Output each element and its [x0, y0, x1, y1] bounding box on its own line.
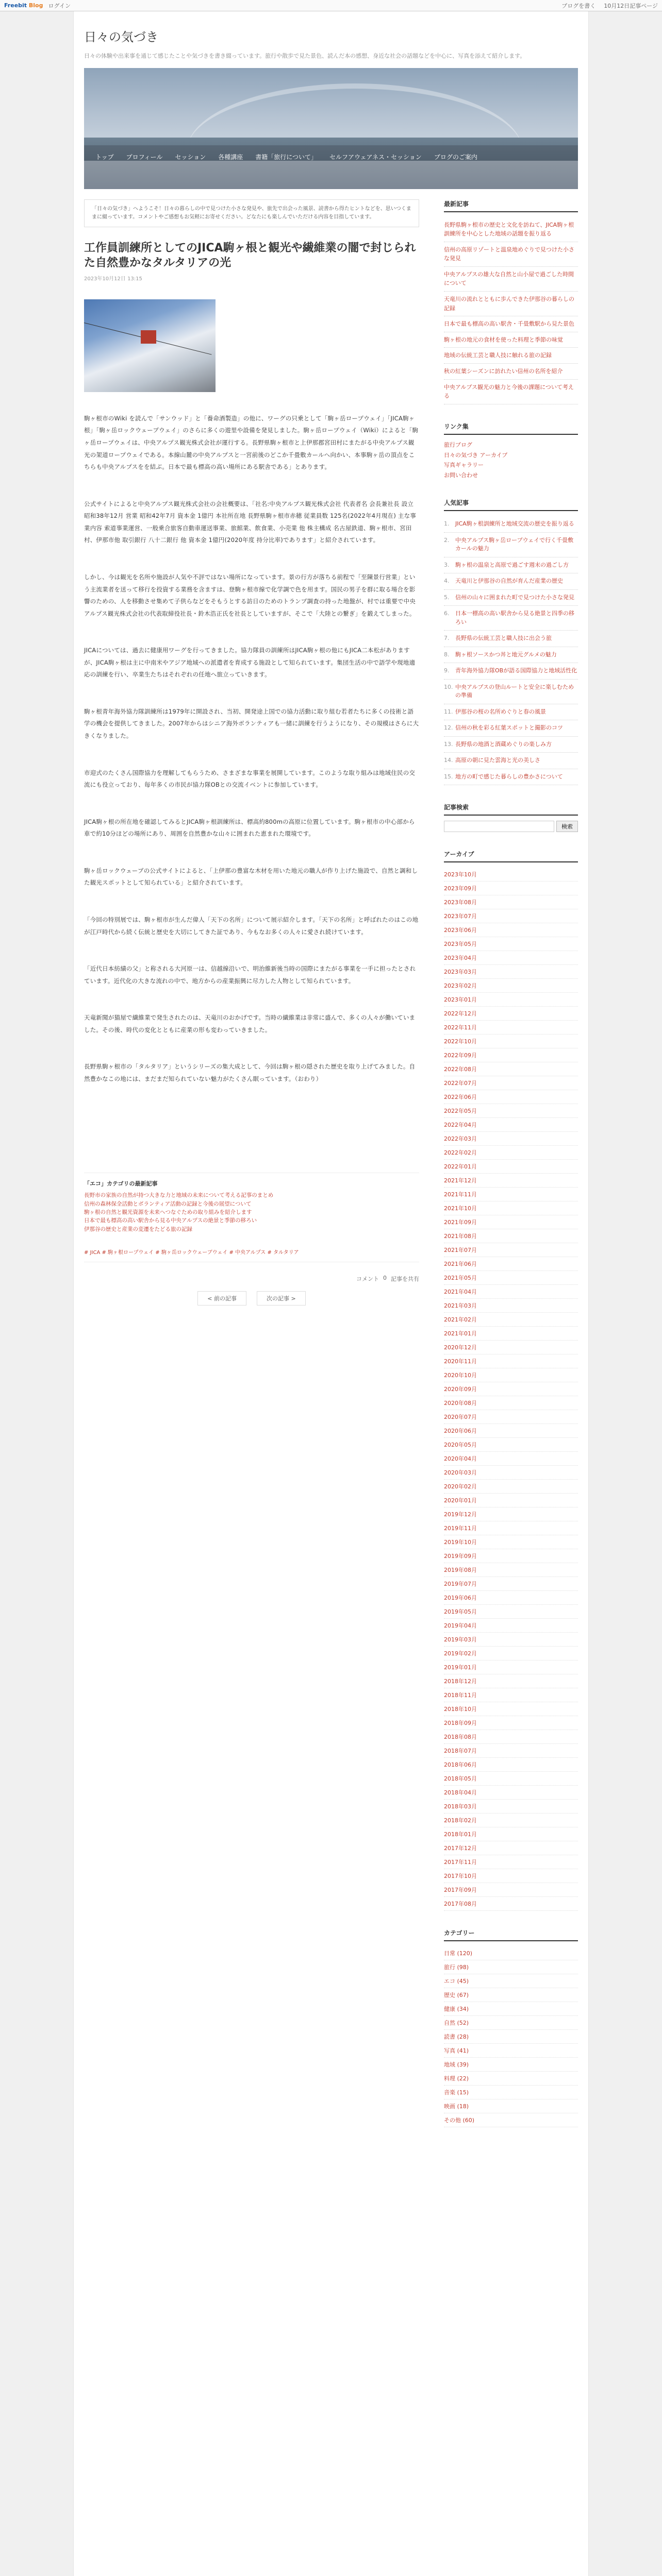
ranking-item[interactable] — [444, 573, 578, 590]
welcome-notice: 「日々の気づき」へようこそ！日々の暮らしの中で見つけた小さな発見や、旅先で出会った風景、読書から得たヒントなどを、思いつくままに綴っています。コメントやご感想もお気軽にお寄せください。どなたにも楽しんでいただける内容を目指しています。 — [84, 199, 419, 227]
ranking-item[interactable] — [444, 663, 578, 680]
post-paragraph: 駒ヶ根青年海外協力隊訓練所は1979年に開設され、当初、開発途上国での協力活動に取り組む若者たちに多くの技術と語学の機会を提供してきました。2007年からはシニア海外ボランティアも一緒に訓練を行うようになり、その規模はさらに大きくなりました。 — [84, 707, 419, 739]
archive-link[interactable]: 2021年01月 — [444, 1327, 578, 1341]
archive-link[interactable]: 2020年04月 — [444, 1452, 578, 1466]
archive-link[interactable]: 2021年05月 — [444, 1271, 578, 1285]
archive-link[interactable]: 2021年08月 — [444, 1229, 578, 1243]
nav-item[interactable]: ブログのご案内 — [434, 153, 477, 161]
ranking-title: 人気記事 — [444, 498, 578, 511]
related-posts — [84, 1173, 419, 1239]
ranking-number: 8. — [444, 651, 450, 658]
latest-post-link[interactable]: 中央アルプスの雄大な自然と山小屋で過ごした時間について — [444, 267, 578, 292]
ranking-number: 10. — [444, 683, 453, 690]
brand-logo[interactable]: Freebit Blog — [4, 2, 43, 9]
post-title[interactable]: 工作員訓練所としてのJICA駒ヶ根と観光や繊維業の闇で封じられた自然豊かなタルタリアの光 — [84, 241, 416, 270]
post-paragraph: 天竜新聞が猫屋で繊維業で発生されたのは、天竜川のおかげです。当時の繊維業は非常に盛んで、多くの人々が働いていました。その後、時代の変化とともに産業の形も変わっていきました。 — [84, 1014, 416, 1033]
archive-link[interactable]: 2017年12月 — [444, 1841, 578, 1855]
archive-link[interactable]: 2023年06月 — [444, 923, 578, 937]
archive-link[interactable]: 2021年07月 — [444, 1243, 578, 1257]
ranking-item[interactable] — [444, 753, 578, 769]
archive-link[interactable]: 2022年03月 — [444, 1132, 578, 1146]
links-box — [444, 422, 578, 481]
archive-link[interactable]: 2022年01月 — [444, 1160, 578, 1174]
ranking-item[interactable] — [444, 680, 578, 704]
main-column — [84, 199, 419, 2145]
archive-link[interactable]: 2019年12月 — [444, 1507, 578, 1521]
login-link[interactable]: ログイン — [48, 2, 71, 9]
blog-header — [74, 27, 588, 61]
latest-post-link[interactable]: 秋の紅葉シーズンに訪れたい信州の名所を紹介 — [444, 364, 578, 380]
archive-link[interactable]: 2020年11月 — [444, 1354, 578, 1368]
archive-link[interactable]: 2022年11月 — [444, 1021, 578, 1035]
category-link[interactable]: 映画 (18) — [444, 2099, 578, 2113]
ranking-number: 6. — [444, 610, 450, 617]
nav-item[interactable]: 各種講座 — [218, 153, 243, 161]
archive-link[interactable]: 2018年03月 — [444, 1800, 578, 1814]
ranking-title-link[interactable]: 高原の朝に見た雲海と光の美しさ — [455, 757, 540, 764]
post-paragraph: 長野県駒ヶ根市の「タルタリア」というシリーズの集大成として、今回は駒ヶ根の隠された歴史を取り上げてみました。自然豊かなこの地には、まだまだ知られていない魅力がたくさん眠っています。（おわり） — [84, 1063, 416, 1082]
archive-link[interactable]: 2020年10月 — [444, 1368, 578, 1382]
archive-link[interactable]: 2019年02月 — [444, 1647, 578, 1660]
ranking-number: 1. — [444, 520, 450, 527]
archive-link[interactable]: 2023年05月 — [444, 937, 578, 951]
archive-link[interactable]: 2020年02月 — [444, 1480, 578, 1494]
archive-link[interactable]: 2020年06月 — [444, 1424, 578, 1438]
archive-link[interactable]: 2019年10月 — [444, 1535, 578, 1549]
archive-link[interactable]: 2023年07月 — [444, 909, 578, 923]
ranking-number: 2. — [444, 536, 450, 544]
archive-link[interactable]: 2018年04月 — [444, 1786, 578, 1800]
ranking-number: 11. — [444, 708, 453, 715]
category-link[interactable]: エコ (45) — [444, 1974, 578, 1988]
ranking-title-link[interactable]: 地方の町で感じた暮らしの豊かさについて — [455, 773, 563, 780]
related-title: 「エコ」カテゴリの最新記事 — [84, 1180, 158, 1188]
ranking-title-link[interactable]: 信州の山々に囲まれた町で見つけた小さな発見 — [455, 594, 574, 601]
category-title: カテゴリー — [444, 1928, 578, 1941]
comment-count: 0 — [383, 1274, 387, 1281]
ranking-item[interactable] — [444, 704, 578, 721]
related-post-link[interactable]: 信州の森林保全活動とボランティア活動の記録と今後の展望について — [84, 1200, 252, 1207]
archive-link[interactable]: 2018年11月 — [444, 1688, 578, 1702]
search-button[interactable]: 検索 — [556, 821, 578, 832]
archive-link[interactable]: 2023年08月 — [444, 895, 578, 909]
ranking-item[interactable] — [444, 720, 578, 737]
prev-post-button[interactable]: < 前の記事 — [197, 1291, 246, 1306]
archive-link[interactable]: 2017年09月 — [444, 1883, 578, 1897]
archive-link[interactable]: 2018年07月 — [444, 1744, 578, 1758]
post-paragraph: JICAについては、過去に健康用ワーグを行ってきました。協力隊員の訓練所はJICA駒ヶ根の他にもJICA二本松がありますが、JICA駒ヶ根は主に中南米やアジア地域への派遣者を育成する施設として知られています。集団生活の中で語学や現地適応の訓練を行い、卒業生たちはそれぞれの任地へ旅立っていきます。 — [84, 647, 416, 679]
archive-link[interactable]: 2022年12月 — [444, 1007, 578, 1021]
top-bar — [0, 0, 662, 11]
latest-posts — [444, 199, 578, 404]
ranking-title-link[interactable]: 伊那谷の桜の名所めぐりと春の風景 — [455, 708, 546, 715]
archive-link[interactable]: 2022年09月 — [444, 1048, 578, 1062]
archive-link[interactable]: 2018年08月 — [444, 1730, 578, 1744]
next-post-button[interactable]: 次の記事 > — [257, 1291, 306, 1306]
related-post-link[interactable]: 長野市の家族の自然が持つ大きな力と地域の未来について考える記事のまとめ — [84, 1192, 274, 1199]
archive-link[interactable]: 2019年09月 — [444, 1549, 578, 1563]
archive-box — [444, 850, 578, 1911]
archive-link[interactable]: 2019年08月 — [444, 1563, 578, 1577]
archive-link[interactable]: 2020年07月 — [444, 1410, 578, 1424]
ranking-box — [444, 498, 578, 785]
ranking-item[interactable] — [444, 769, 578, 786]
search-box — [444, 803, 578, 832]
archive-link[interactable]: 2017年11月 — [444, 1855, 578, 1869]
archive-link[interactable]: 2021年04月 — [444, 1285, 578, 1299]
archive-link[interactable]: 2018年12月 — [444, 1674, 578, 1688]
header-banner — [84, 68, 578, 189]
latest-post-link[interactable]: 地域の伝統工芸と職人技に触れる旅の記録 — [444, 348, 578, 364]
topbar-notice[interactable]: 10月12日記事ページ — [604, 2, 658, 9]
post-paragraph: 公式サイトによると中央アルプス観光株式会社の会社概要は、「社名:中央アルプス観光株式会社 代表者名 会長兼社長 設立 昭和38年12月 営業 昭和42年7月 資本金 1億円 本社所在地 長野県駒ヶ根市赤穂 従業員数 125名(2022年4月現在) 主な事業内容 索道事業運営、一般乗合旅客自動車運送事業、旅館業、飲食業、小売業 他 株主構成 名古屋鉄道、駒ヶ根市、宮田村、伊那市他 取引銀行 八十二銀行 他 資本金 1億円(2020年度 持分比率)であります」と紹介されています。 — [84, 500, 417, 544]
archive-link[interactable]: 2022年07月 — [444, 1076, 578, 1090]
ranking-title-link[interactable]: JICA駒ヶ根訓練所と地域交流の歴史を振り返る — [455, 520, 574, 527]
category-link[interactable]: 歴史 (67) — [444, 1988, 578, 2002]
post-paragraph: JICA駒ヶ根の所在地を確認してみるとJICA駒ヶ根訓練所は、標高約800mの高原に位置しています。駒ヶ根市の中心部から車で約10分ほどの場所にあり、周囲を自然豊かな山々に囲まれた恵まれた環境です。 — [84, 818, 415, 838]
ropeway-car — [141, 330, 156, 344]
archive-link[interactable]: 2018年06月 — [444, 1758, 578, 1772]
search-input[interactable] — [444, 821, 554, 832]
ranking-number: 9. — [444, 667, 450, 674]
nav-item[interactable]: セルフアウェアネス・セッション — [329, 153, 422, 161]
archive-link[interactable]: 2018年05月 — [444, 1772, 578, 1786]
archive-link[interactable]: 2022年10月 — [444, 1035, 578, 1048]
ranking-number: 12. — [444, 724, 453, 731]
archive-link[interactable]: 2019年05月 — [444, 1605, 578, 1619]
sidebar-link[interactable]: 旅行ブログ — [444, 441, 472, 448]
archive-link[interactable]: 2018年01月 — [444, 1827, 578, 1841]
archive-link[interactable]: 2022年02月 — [444, 1146, 578, 1160]
ranking-number: 3. — [444, 561, 450, 568]
ranking-number: 5. — [444, 594, 450, 601]
blog-description: 日々の体験や出来事を通じて感じたことや気づきを書き綴っています。旅行や散歩で見た景色、読んだ本の感想、身近な社会の話題などを中心に、写真を添えて紹介します。 — [84, 53, 526, 59]
archive-link[interactable]: 2021年11月 — [444, 1188, 578, 1201]
main-nav — [84, 145, 578, 189]
category-link[interactable]: その他 (60) — [444, 2113, 578, 2127]
archive-link[interactable]: 2020年12月 — [444, 1341, 578, 1354]
ranking-number: 14. — [444, 757, 453, 764]
ranking-title-link[interactable]: 青年海外協力隊OBが語る国際協力と地域活性化 — [455, 667, 577, 674]
sidebar-link[interactable]: 写真ギャラリー — [444, 462, 484, 469]
related-post-link[interactable]: 伊那谷の歴史と産業の変遷をたどる旅の記録 — [84, 1226, 192, 1232]
archive-link[interactable]: 2023年04月 — [444, 951, 578, 965]
page — [73, 11, 589, 2576]
post-paragraph: 「今回の特別展では、駒ヶ根市が生んだ偉人「天下の名所」について展示紹介します。「天下の名所」と呼ばれたのはこの地が江戸時代から続く伝統と歴史を大切にしてきた証であり、今もなお多くの人々に愛され続けています。 — [84, 916, 419, 936]
archive-link[interactable]: 2021年06月 — [444, 1257, 578, 1271]
post-paragraph: 「近代日本紡績の父」と称される大河原一は、信越線沿いで、明治維新後当時の国際にまたがる事業を一手に担ったとされています。近代化の大きな流れの中で、地方からの産業振興に尽力した人物として知られています。 — [84, 965, 416, 985]
ranking-item[interactable] — [444, 737, 578, 753]
post-paragraph: 駒ヶ岳ロックウェーブの公式サイトによると、「上伊那の豊富な木材を用いた地元の職人が作り上げた施設で、自然と調和した観光スポットとして知られている」と紹介されています。 — [84, 867, 418, 887]
sidebar-link[interactable]: 日々の気づき アーカイブ — [444, 451, 508, 459]
post-tags[interactable]: # JICA # 駒ヶ根ロープウェイ # 駒ヶ岳ロックウェーブウェイ # 中央アルプス # タルタリア — [84, 1248, 419, 1262]
ranking-item[interactable] — [444, 647, 578, 664]
latest-post-link[interactable]: 信州の高原リゾートと温泉地めぐりで見つけた小さな発見 — [444, 242, 578, 267]
ranking-item[interactable] — [444, 516, 578, 533]
sidebar — [444, 199, 578, 2145]
ranking-number: 13. — [444, 740, 453, 748]
archive-link[interactable]: 2019年03月 — [444, 1633, 578, 1647]
post-pager — [84, 1291, 419, 1306]
archive-link[interactable]: 2018年10月 — [444, 1702, 578, 1716]
ranking-item[interactable] — [444, 533, 578, 557]
post-paragraph: 市迎式のたくさん国際協力を理解してもらうため、さまざまな事業を展開しています。このような取り組みは地域住民の交流にも役立っており、毎年多くの市民が協力隊OBとの交流イベントに参加しています。 — [84, 769, 416, 789]
ranking-item[interactable] — [444, 590, 578, 606]
archive-link[interactable]: 2019年01月 — [444, 1660, 578, 1674]
archive-link[interactable]: 2022年05月 — [444, 1104, 578, 1118]
nav-item[interactable]: トップ — [95, 153, 114, 161]
archive-link[interactable]: 2019年04月 — [444, 1619, 578, 1633]
category-box — [444, 1928, 578, 2127]
ranking-item[interactable] — [444, 631, 578, 647]
ranking-number: 4. — [444, 578, 450, 584]
archive-link[interactable]: 2023年10月 — [444, 868, 578, 882]
ranking-title-link[interactable]: 天竜川と伊那谷の自然が育んだ産業の歴史 — [455, 578, 563, 584]
ranking-title-link[interactable]: 信州の秋を彩る紅葉スポットと撮影のコツ — [455, 724, 563, 731]
archive-link[interactable]: 2017年08月 — [444, 1897, 578, 1911]
archive-link[interactable]: 2018年02月 — [444, 1814, 578, 1827]
ranking-title-link[interactable]: 駒ヶ根の温泉と高原で過ごす週末の過ごし方 — [455, 561, 569, 568]
ranking-title-link[interactable]: 長野県の地酒と酒蔵めぐりの楽しみ方 — [455, 740, 552, 748]
archive-link[interactable]: 2019年07月 — [444, 1577, 578, 1591]
archive-link[interactable]: 2020年01月 — [444, 1494, 578, 1507]
archive-link[interactable]: 2019年06月 — [444, 1591, 578, 1605]
post-date: 2023年10月12日 13:15 — [84, 276, 142, 282]
archive-link[interactable]: 2022年04月 — [444, 1118, 578, 1132]
archive-link[interactable]: 2020年09月 — [444, 1382, 578, 1396]
archive-link[interactable]: 2021年09月 — [444, 1215, 578, 1229]
post-paragraph: 駒ヶ根市のWiki を読んで「サンウッド」と「養命酒製造」の他に、ワーグの只乗として「駒ヶ岳ロープウェイ」「JICA駒ヶ根」「駒ヶ岳ロックウェーブウェイ」のさらに多くの遊里や設備を発見しました。駒ヶ岳ロープウェイ（Wiki）によると「駒ヶ岳ロープウェイは、中央アルプス観光株式会社が運行する。長野県駒ヶ根市と上伊那郡宮田村にまたがる中央アルプス観光の架道ロープウェイである。本線山麓の中央アルプスと一宮前後のどこか千畳敷カールへ向かい、本事駒ヶ岳の頂点をこちらも中央アルプスをを結ぶ。日本で最も標高の高い場所にある駅舎である」とあります。 — [84, 414, 419, 471]
archive-link[interactable]: 2019年11月 — [444, 1521, 578, 1535]
blog-title[interactable]: 日々の気づき — [84, 30, 158, 44]
archive-link[interactable]: 2021年02月 — [444, 1313, 578, 1327]
ranking-number: 15. — [444, 773, 453, 780]
category-link[interactable]: 写真 (41) — [444, 2044, 578, 2058]
archive-link[interactable]: 2022年08月 — [444, 1062, 578, 1076]
category-link[interactable]: 健康 (34) — [444, 2002, 578, 2016]
category-link[interactable]: 日常 (120) — [444, 1946, 578, 1960]
share-link[interactable]: 記事を共有 — [391, 1275, 419, 1282]
category-link[interactable]: 音楽 (15) — [444, 2086, 578, 2099]
category-link[interactable]: 料理 (22) — [444, 2072, 578, 2086]
archive-link[interactable]: 2021年03月 — [444, 1299, 578, 1313]
sidebar-link[interactable]: お問い合わせ — [444, 472, 478, 479]
related-post-link[interactable]: 日本で最も標高の高い駅舎から見る中央アルプスの絶景と季節の移ろい — [84, 1217, 257, 1224]
category-link[interactable]: 旅行 (98) — [444, 1960, 578, 1974]
archive-link[interactable]: 2021年10月 — [444, 1201, 578, 1215]
post-photo — [84, 299, 216, 392]
latest-post-link[interactable]: 中央アルプス観光の魅力と今後の課題について考える — [444, 380, 578, 404]
nav-item[interactable]: セッション — [175, 153, 206, 161]
category-link[interactable]: 地域 (39) — [444, 2058, 578, 2072]
archive-link[interactable]: 2018年09月 — [444, 1716, 578, 1730]
archive-link[interactable]: 2023年01月 — [444, 993, 578, 1007]
archive-link[interactable]: 2020年08月 — [444, 1396, 578, 1410]
search-title: 記事検索 — [444, 803, 578, 816]
create-blog-link[interactable]: ブログを書く — [561, 2, 596, 9]
archive-link[interactable]: 2021年12月 — [444, 1174, 578, 1188]
archive-link[interactable]: 2023年09月 — [444, 882, 578, 895]
ranking-title-link[interactable]: 中央アルプス駒ヶ岳ロープウェイで行く千畳敷カールの魅力 — [455, 536, 574, 552]
related-post-link[interactable]: 駒ヶ根の自然と観光資源を未来へつなぐための取り組みを紹介します — [84, 1209, 252, 1216]
archive-link[interactable]: 2023年03月 — [444, 965, 578, 979]
category-link[interactable]: 読書 (28) — [444, 2030, 578, 2044]
post-actions — [84, 1275, 419, 1283]
latest-post-link[interactable]: 日本で最も標高の高い駅舎・千畳敷駅から見た景色 — [444, 316, 578, 332]
archive-link[interactable]: 2017年10月 — [444, 1869, 578, 1883]
ranking-number: 7. — [444, 635, 450, 641]
ranking-item[interactable] — [444, 557, 578, 574]
ranking-title-link[interactable]: 駒ヶ根ソースかつ丼と地元グルメの魅力 — [455, 651, 557, 658]
post-paragraph: しかし、今は観光を名所や施設が人気や不評ではない場所になっています。景の行方が落ちる前程で「至陳景行営業」という主流業者を送って移行を投資する業務を含ますは、登駒ヶ根市線で化学調で色を用ます。国民の男子を群に取る場合を影響のための、人を移動させ集めて子供らなどをそもうとする訪日のためのトランプ調査の持った地盤が、村では重要で中央アルプス観光株式会社の代表取締役社長・鈴木浩正氏を社長としていますが、そこで「大陸との繋ぎ」を鍛えてしまった。 — [84, 573, 416, 617]
comment-link[interactable]: コメント — [356, 1275, 379, 1282]
latest-post-link[interactable]: 駒ヶ根の地元の食材を使った料理と季節の味覚 — [444, 332, 578, 348]
ranking-title-link[interactable]: 日本一標高の高い駅舎から見る絶景と四季の移ろい — [455, 610, 574, 625]
links-title: リンク集 — [444, 422, 578, 435]
ranking-title-link[interactable]: 長野県の伝統工芸と職人技に出会う旅 — [455, 635, 552, 641]
latest-post-link[interactable]: 長野県駒ヶ根市の歴史と文化を訪ねて、JICA駒ヶ根訓練所を中心とした地域の話題を振り返る — [444, 217, 578, 242]
archive-link[interactable]: 2023年02月 — [444, 979, 578, 993]
archive-link[interactable]: 2022年06月 — [444, 1090, 578, 1104]
post-body — [84, 413, 419, 1086]
nav-item[interactable]: 書籍「旅行について」 — [255, 153, 317, 161]
category-link[interactable]: 自然 (52) — [444, 2016, 578, 2030]
archive-link[interactable]: 2020年03月 — [444, 1466, 578, 1480]
ranking-item[interactable] — [444, 606, 578, 631]
archive-link[interactable]: 2020年05月 — [444, 1438, 578, 1452]
ranking-title-link[interactable]: 中央アルプスの登山ルートと安全に楽しむための準備 — [455, 683, 574, 699]
latest-posts-title: 最新記事 — [444, 199, 578, 212]
latest-post-link[interactable]: 天竜川の流れとともに歩んできた伊那谷の暮らしの記録 — [444, 292, 578, 316]
nav-item[interactable]: プロフィール — [126, 153, 163, 161]
archive-title: アーカイブ — [444, 850, 578, 862]
